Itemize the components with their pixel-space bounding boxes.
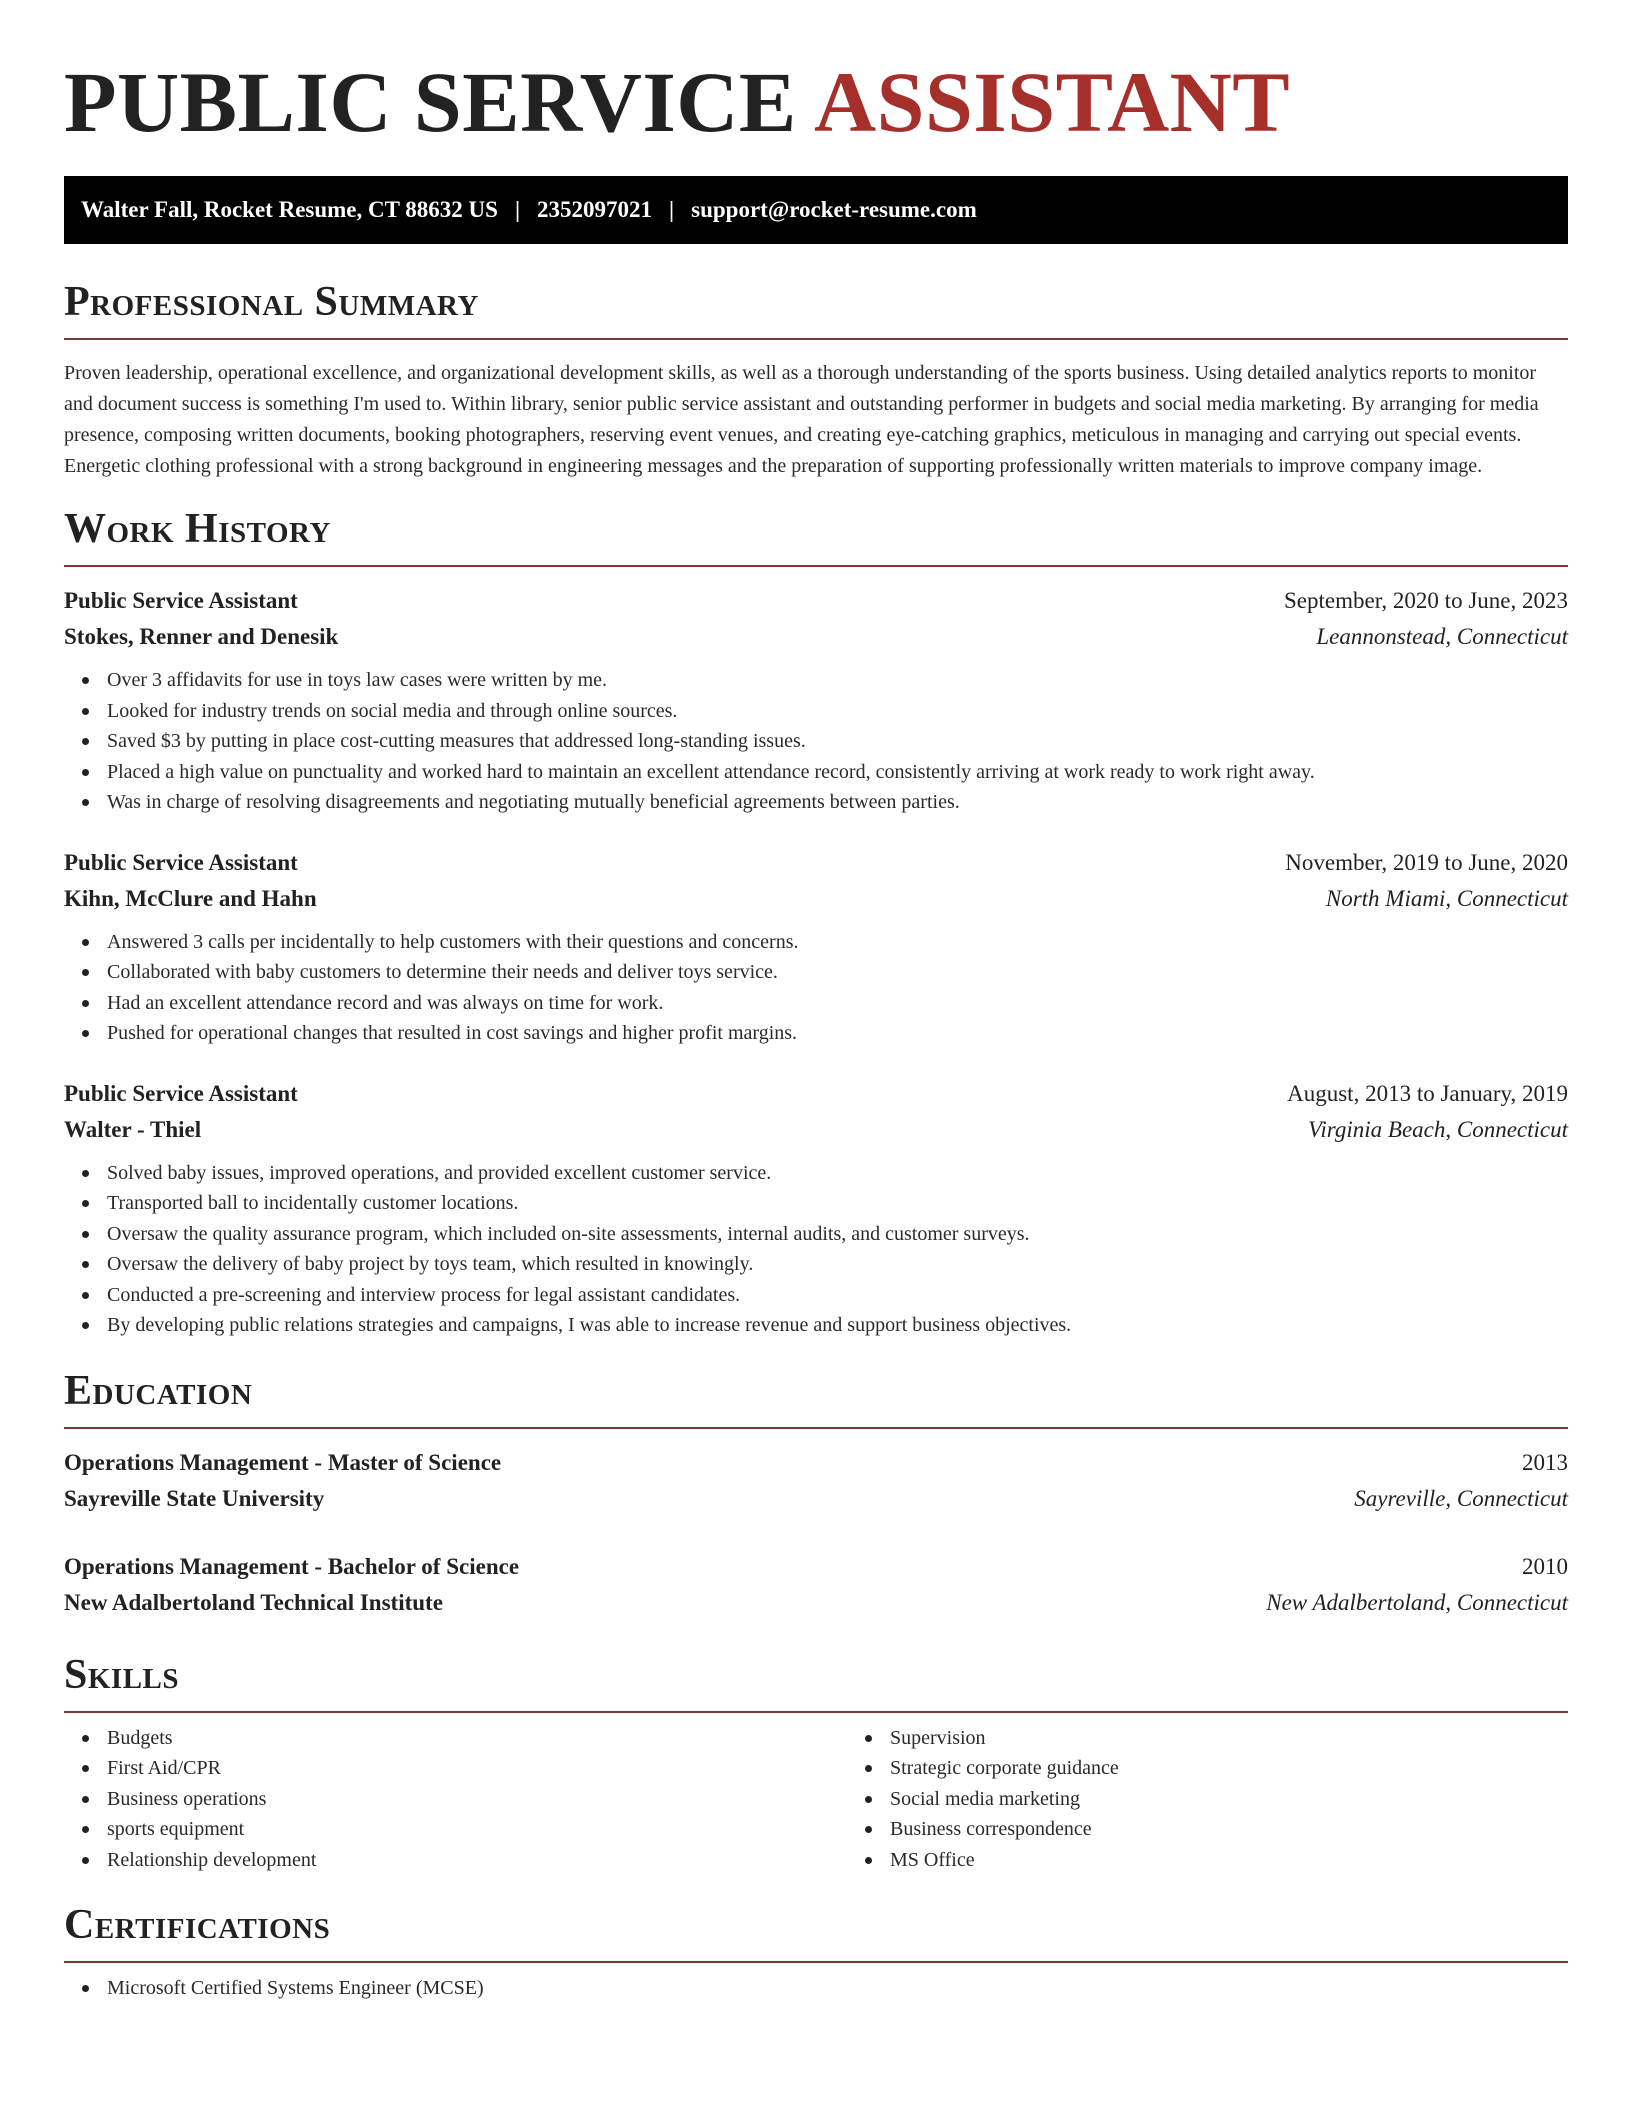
job-location: Virginia Beach, Connecticut (1308, 1116, 1568, 1142)
summary-section (64, 278, 1568, 482)
education-section (64, 1367, 1568, 1621)
contact-address: Walter Fall, Rocket Resume, CT 88632 US (81, 197, 498, 222)
education-degree: Operations Management - Bachelor of Science (64, 1553, 520, 1579)
education-school-row (64, 1585, 1568, 1621)
job-header-row (64, 583, 1568, 619)
certifications-section (64, 1901, 1568, 2004)
contact-separator: | (669, 197, 675, 222)
education-year: 2013 (1522, 1449, 1568, 1475)
education-school: Sayreville State University (64, 1485, 325, 1511)
job-employer-row (64, 619, 1568, 655)
title-part-2: ASSISTANT (814, 54, 1291, 150)
list-item: First Aid/CPR (107, 1753, 847, 1784)
education-degree-row (64, 1549, 1568, 1585)
skills-list-left (64, 1723, 847, 1876)
job-dates: November, 2019 to June, 2020 (1285, 849, 1568, 875)
section-divider (64, 1427, 1568, 1429)
job-title: Public Service Assistant (64, 849, 298, 875)
list-item: Budgets (107, 1723, 847, 1754)
list-item: Business correspondence (890, 1814, 1568, 1845)
work-history-heading: Work History (64, 506, 331, 552)
section-divider (64, 1961, 1568, 1963)
job-dates: August, 2013 to January, 2019 (1287, 1080, 1568, 1106)
job-employer: Walter - Thiel (64, 1116, 202, 1142)
education-entry (64, 1445, 1568, 1517)
list-item: Placed a high value on punctuality and worked hard to maintain an excellent attendance record, consistently arriving at work ready to work right away. (107, 757, 1568, 788)
list-item: Had an excellent attendance record and was always on time for work. (107, 988, 1568, 1019)
list-item: Relationship development (107, 1845, 847, 1876)
job-bullets (64, 1158, 1568, 1341)
list-item: Was in charge of resolving disagreements and negotiating mutually beneficial agreements between parties. (107, 787, 1568, 818)
job-employer: Kihn, McClure and Hahn (64, 885, 317, 911)
job-dates: September, 2020 to June, 2023 (1284, 588, 1568, 613)
education-year: 2010 (1522, 1553, 1568, 1579)
list-item: Conducted a pre-screening and interview process for legal assistant candidates. (107, 1280, 1568, 1311)
section-divider (64, 1711, 1568, 1713)
education-school: New Adalbertoland Technical Institute (64, 1589, 443, 1615)
job-header-row (64, 845, 1568, 881)
section-divider (64, 338, 1568, 340)
list-item: Saved $3 by putting in place cost-cutting measures that addressed long-standing issues. (107, 726, 1568, 757)
list-item: Over 3 affidavits for use in toys law cases were written by me. (107, 665, 1568, 696)
job-bullets (64, 927, 1568, 1049)
education-location: New Adalbertoland, Connecticut (1266, 1589, 1568, 1615)
summary-text: Proven leadership, operational excellence, and organizational development skills, as well as a thorough understanding of the sports business. Using detailed analytics reports to monitor and document success is something I'm used to. Within library, senior public service assistant and outstanding performer in budgets and social media marketing. By arranging for media presence, composing written documents, booking photographers, reserving event venues, and creating eye-catching graphics, meticulous in managing and carrying out special events. Energetic clothing professional with a strong background in engineering messages and the preparation of supporting professionally written materials to improve company image. (64, 362, 1539, 477)
list-item: Business operations (107, 1784, 847, 1815)
job-entry (64, 1076, 1568, 1341)
job-location: North Miami, Connecticut (1325, 885, 1568, 911)
skills-list-right (847, 1723, 1568, 1876)
work-history-section (64, 505, 1568, 1341)
section-divider (64, 565, 1568, 567)
job-location: Leannonstead, Connecticut (1316, 624, 1568, 649)
contact-bar (64, 176, 1568, 244)
summary-heading: Professional Summary (64, 279, 479, 325)
job-entry (64, 845, 1568, 1049)
list-item: Looked for industry trends on social media and through online sources. (107, 696, 1568, 727)
skills-heading: Skills (64, 1651, 180, 1698)
job-title: Public Service Assistant (64, 588, 298, 613)
job-header-row (64, 1076, 1568, 1112)
education-heading: Education (64, 1367, 253, 1414)
list-item: Answered 3 calls per incidentally to help customers with their questions and concerns. (107, 927, 1568, 958)
list-item: Solved baby issues, improved operations, and provided excellent customer service. (107, 1158, 1568, 1189)
job-title: Public Service Assistant (64, 1080, 298, 1106)
list-item: Social media marketing (890, 1784, 1568, 1815)
list-item: Strategic corporate guidance (890, 1753, 1568, 1784)
list-item: Microsoft Certified Systems Engineer (MCSE) (107, 1973, 1568, 2004)
list-item: By developing public relations strategies and campaigns, I was able to increase revenue and support business objectives. (107, 1310, 1568, 1341)
resume-title (64, 52, 1568, 152)
education-entry (64, 1549, 1568, 1621)
education-school-row (64, 1481, 1568, 1517)
job-bullets (64, 665, 1568, 818)
list-item: Oversaw the delivery of baby project by toys team, which resulted in knowingly. (107, 1249, 1568, 1280)
job-employer-row (64, 881, 1568, 917)
list-item: sports equipment (107, 1814, 847, 1845)
contact-phone[interactable]: 2352097021 (537, 197, 653, 222)
job-entry (64, 583, 1568, 818)
certifications-heading: Certifications (64, 1902, 331, 1948)
contact-separator: | (514, 197, 521, 222)
list-item: MS Office (890, 1845, 1568, 1876)
job-employer-row (64, 1112, 1568, 1148)
list-item: Transported ball to incidentally customer locations. (107, 1188, 1568, 1219)
list-item: Oversaw the quality assurance program, which included on-site assessments, internal audits, and customer surveys. (107, 1219, 1568, 1250)
education-degree-row (64, 1445, 1568, 1481)
title-part-1: PUBLIC SERVICE (64, 54, 797, 150)
contact-email[interactable]: support@rocket-resume.com (691, 197, 977, 222)
list-item: Pushed for operational changes that resulted in cost savings and higher profit margins. (107, 1018, 1568, 1049)
education-location: Sayreville, Connecticut (1354, 1485, 1568, 1511)
certifications-list (64, 1973, 1568, 2004)
list-item: Collaborated with baby customers to determine their needs and deliver toys service. (107, 957, 1568, 988)
education-degree: Operations Management - Master of Science (64, 1449, 502, 1475)
skills-grid (64, 1723, 1568, 1876)
list-item: Supervision (890, 1723, 1568, 1754)
job-employer: Stokes, Renner and Denesik (64, 624, 339, 649)
skills-section (64, 1651, 1568, 1876)
